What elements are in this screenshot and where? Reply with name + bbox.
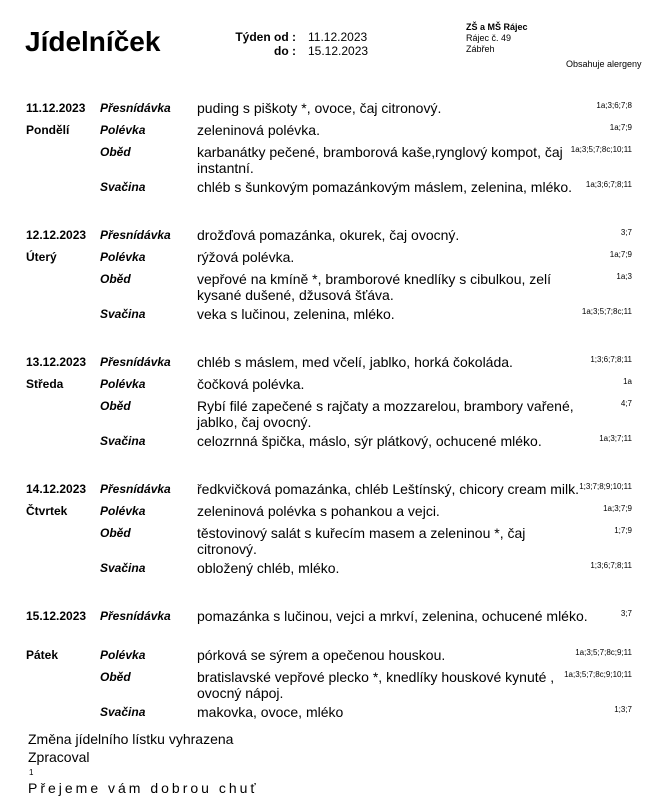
meal-type: Svačina xyxy=(100,307,146,321)
meal-type: Přesnídávka xyxy=(100,355,171,369)
meal-allergens: 1;3;6;7;8;11 xyxy=(590,561,632,570)
day-name: Středa xyxy=(26,377,64,391)
meal-type: Svačina xyxy=(100,705,146,719)
school-town: Zábřeh xyxy=(466,44,495,54)
meal-dish: pomazánka s lučinou, vejci a mrkví, zelenina, ochucené mléko. xyxy=(197,608,588,624)
meal-dish: zeleninová polévka. xyxy=(197,122,320,138)
meal-dish: Rybí filé zapečené s rajčaty a mozzarelou, brambory vařené, jablko, čaj ovocný. xyxy=(197,398,574,430)
meal-type: Oběd xyxy=(100,399,131,413)
day-name: Pátek xyxy=(26,648,59,662)
meal-dish: veka s lučinou, zelenina, mléko. xyxy=(197,306,395,322)
meal-allergens: 3;7 xyxy=(620,228,632,237)
meal-type: Polévka xyxy=(100,504,146,518)
meal-type: Přesnídávka xyxy=(100,228,171,242)
meal-allergens: 1;7;9 xyxy=(614,526,632,535)
meal-dish: pórková se sýrem a opečenou houskou. xyxy=(197,647,446,663)
meal-dish: rýžová polévka. xyxy=(197,249,295,265)
meal-type: Polévka xyxy=(100,377,146,391)
meal-allergens: 1a;3;6;7;8;11 xyxy=(585,180,632,189)
meal-type: Oběd xyxy=(100,145,131,159)
footer-note: Změna jídelního lístku vyhrazena xyxy=(28,731,234,747)
school-street: Rájec č. 49 xyxy=(466,33,512,43)
school-name: ZŠ a MŠ Rájec xyxy=(466,22,528,32)
meal-dish: těstovinový salát s kuřecím masem a zeleninou *, čaj citronový. xyxy=(197,525,526,557)
meal-allergens: 1a xyxy=(623,377,632,386)
meal-allergens: 1a;3 xyxy=(616,272,632,281)
meal-dish: drožďová pomazánka, okurek, čaj ovocný. xyxy=(197,227,460,243)
page-number: 1 xyxy=(29,768,34,777)
meal-allergens: 1;3;6;7;8;11 xyxy=(590,355,632,364)
meal-allergens: 1;3;7;8;9;10;11 xyxy=(579,482,632,491)
footer-prepared-by: Zpracoval xyxy=(28,749,90,765)
meal-type: Oběd xyxy=(100,670,131,684)
meal-allergens: 1a;3;5;7;8c;9;10;11 xyxy=(564,670,632,679)
meal-type: Polévka xyxy=(100,250,146,264)
day-date: 15.12.2023 xyxy=(26,609,87,623)
meal-dish: puding s piškoty *, ovoce, čaj citronový. xyxy=(197,100,442,116)
meal-allergens: 1a;7;9 xyxy=(609,123,632,132)
meal-allergens: 3;7 xyxy=(620,609,632,618)
meal-type: Polévka xyxy=(100,648,146,662)
meal-dish: obložený chléb, mléko. xyxy=(197,560,340,576)
meal-type: Svačina xyxy=(100,434,146,448)
week-from-value: 11.12.2023 xyxy=(308,30,368,44)
meal-dish: celozrnná špička, máslo, sýr plátkový, ochucené mléko. xyxy=(197,433,542,449)
meal-allergens: 1a;3;5;7;8c;9;11 xyxy=(575,648,632,657)
meal-dish: makovka, ovoce, mléko xyxy=(197,704,344,720)
footer-wish: Přejeme vám dobrou chuť xyxy=(28,780,259,796)
meal-type: Přesnídávka xyxy=(100,482,171,496)
meal-dish: čočková polévka. xyxy=(197,376,305,392)
meal-type: Svačina xyxy=(100,180,146,194)
week-from-label: Týden od : xyxy=(235,30,296,44)
meal-dish: chléb s šunkovým pomazánkovým máslem, zelenina, mléko. xyxy=(197,179,573,195)
meal-allergens: 1a;3;5;7;8c;11 xyxy=(581,307,632,316)
week-to-value: 15.12.2023 xyxy=(308,44,369,58)
meal-dish: karbanátky pečené, bramborová kaše,ryngl​ový kompot, čaj instantní. xyxy=(197,144,563,176)
meal-type: Oběd xyxy=(100,526,131,540)
meal-allergens: 1a;7;9 xyxy=(609,250,632,259)
meal-dish: bratislavské vepřové plecko *, knedlíky houskové kynuté , ovocný nápoj. xyxy=(197,669,555,701)
meal-type: Polévka xyxy=(100,123,146,137)
day-date: 14.12.2023 xyxy=(26,482,87,496)
day-name: Úterý xyxy=(26,250,57,264)
day-name: Čtvrtek xyxy=(26,504,68,518)
day-date: 11.12.2023 xyxy=(26,101,86,115)
meal-dish: zeleninová polévka s pohankou a vejci. xyxy=(197,503,440,519)
meal-type: Přesnídávka xyxy=(100,101,171,115)
meal-type: Přesnídávka xyxy=(100,609,171,623)
meal-type: Oběd xyxy=(100,272,131,286)
day-date: 12.12.2023 xyxy=(26,228,87,242)
meal-allergens: 4;7 xyxy=(620,399,632,408)
meal-allergens: 1a;3;7;9 xyxy=(603,504,632,513)
meal-type: Svačina xyxy=(100,561,146,575)
meal-allergens: 1;3;7 xyxy=(614,705,632,714)
page-title: Jídelníček xyxy=(25,26,161,57)
meal-allergens: 1a;3;7;11 xyxy=(599,434,632,443)
meal-dish: ředkvičková pomazánka, chléb Leštínský, chicory cream milk. xyxy=(197,481,580,497)
week-to-label: do : xyxy=(274,44,296,58)
day-date: 13.12.2023 xyxy=(26,355,87,369)
allergens-note: Obsahuje alergeny xyxy=(566,59,642,69)
meal-allergens: 1a;3;6;7;8 xyxy=(596,101,632,110)
meal-allergens: 1a;3;5;7;8c;10;11 xyxy=(570,145,632,154)
day-name: Pondělí xyxy=(26,123,70,137)
meal-dish: chléb s máslem, med včelí, jablko, horká čokoláda. xyxy=(197,354,513,370)
meal-dish: vepřové na kmíně *, bramborové knedlíky s cibulkou, zelí kysané dušené, džusová šťáva. xyxy=(197,271,552,303)
